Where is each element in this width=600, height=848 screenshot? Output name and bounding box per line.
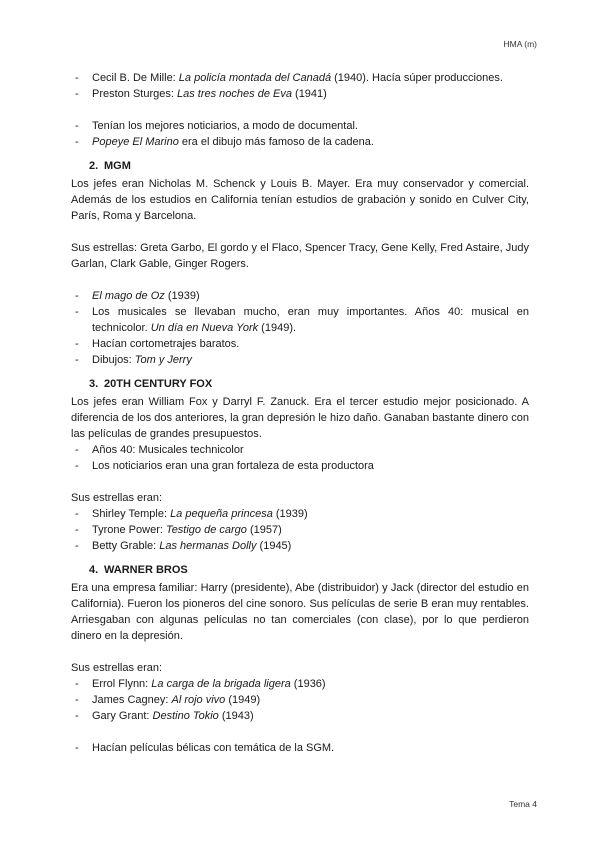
mgm-list xyxy=(71,288,529,368)
list-item: - Tyrone Power: Testigo de cargo (1957) xyxy=(71,522,529,538)
section-heading-warner: 4. WARNER BROS xyxy=(89,564,188,576)
list-item: - Cecil B. De Mille: La policía montada del Canadá (1940). Hacía súper producciones. xyxy=(71,70,529,86)
notes-list xyxy=(71,118,529,150)
fox-intro: Los jefes eran William Fox y Darryl F. Zanuck. Era el tercer estudio mejor posicionado. A diferencia de los dos anteriores, la gran depresión le hizo daño. Ganaban bastante dinero con las películas de grandes presupuestos. xyxy=(71,396,529,440)
list-item: - Los musicales se llevaban mucho, eran muy importantes. Años 40: musical en technicolor. Un día en Nueva York (1949). xyxy=(71,304,529,336)
director-list xyxy=(71,70,529,102)
list-item: - James Cagney: Al rojo vivo (1949) xyxy=(71,692,529,708)
mgm-intro: Los jefes eran Nicholas M. Schenck y Louis B. Mayer. Era muy conservador y comercial. Además de los estudios en California tenían estudios de grabación y sonido en Culver City, París, Roma y Barcelona. xyxy=(71,178,529,222)
list-item: - Gary Grant: Destino Tokio (1943) xyxy=(71,708,529,724)
page-header: HMA (m) xyxy=(503,39,537,49)
list-item: - Shirley Temple: La pequeña princesa (1939) xyxy=(71,506,529,522)
mgm-stars: Sus estrellas: Greta Garbo, El gordo y el Flaco, Spencer Tracy, Gene Kelly, Fred Astaire, Judy Garlan, Clark Gable, Ginger Rogers. xyxy=(71,242,529,270)
list-item: - Preston Sturges: Las tres noches de Eva (1941) xyxy=(71,86,529,102)
list-item: - Errol Flynn: La carga de la brigada ligera (1936) xyxy=(71,676,529,692)
list-item: - El mago de Oz (1939) xyxy=(71,288,529,304)
list-item: - Años 40: Musicales technicolor xyxy=(71,442,529,458)
list-item: - Popeye El Marino era el dibujo más famoso de la cadena. xyxy=(71,134,529,150)
list-item: - Betty Grable: Las hermanas Dolly (1945) xyxy=(71,538,529,554)
section-heading-fox: 3. 20TH CENTURY FOX xyxy=(89,378,213,390)
document-body xyxy=(71,70,529,756)
warner-closing-list xyxy=(71,740,529,756)
fox-list xyxy=(71,442,529,474)
list-item: - Dibujos: Tom y Jerry xyxy=(71,352,529,368)
fox-stars-list xyxy=(71,506,529,554)
page-footer: Tema 4 xyxy=(509,799,537,809)
section-heading-mgm: 2. MGM xyxy=(89,160,131,172)
list-item: - Los noticiarios eran una gran fortaleza de esta productora xyxy=(71,458,529,474)
warner-intro: Era una empresa familiar: Harry (presidente), Abe (distribuidor) y Jack (director del estudio en California). Fueron los pioneros del cine sonoro. Sus películas de serie B eran muy rentables. Arriesgaban con algunas películas no tan comerciales (con clase), por lo que perdieron dinero en la depresión. xyxy=(71,582,529,642)
list-item: - Hacían películas bélicas con temática de la SGM. xyxy=(71,740,529,756)
fox-stars-label: Sus estrellas eran: xyxy=(71,492,163,504)
warner-stars-label: Sus estrellas eran: xyxy=(71,662,163,674)
list-item: - Tenían los mejores noticiarios, a modo de documental. xyxy=(71,118,529,134)
list-item: - Hacían cortometrajes baratos. xyxy=(71,336,529,352)
warner-stars-list xyxy=(71,676,529,724)
